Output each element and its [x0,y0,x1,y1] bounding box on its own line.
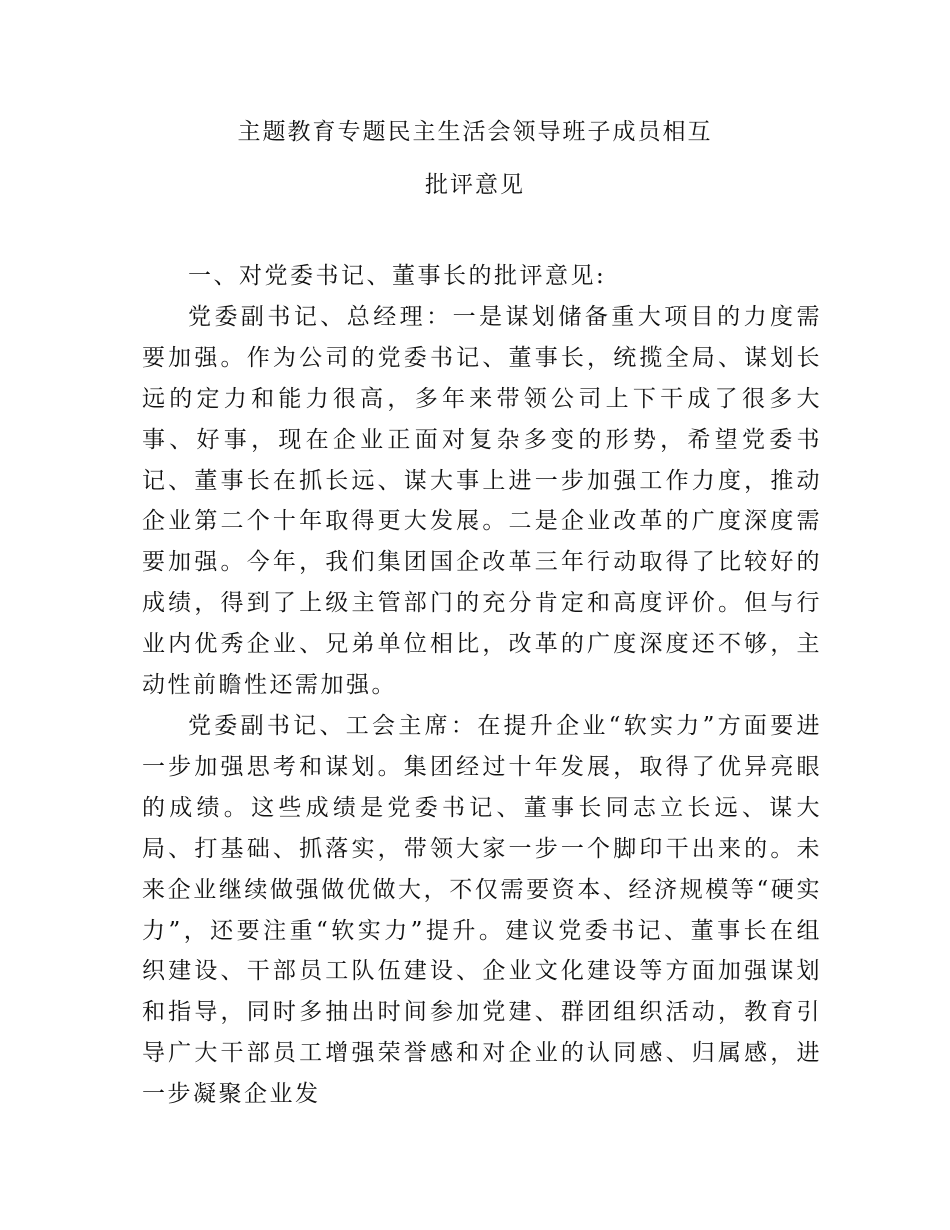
body-paragraph: 党委副书记、总经理：一是谋划储备重大项目的力度需要加强。作为公司的党委书记、董事长，统揽全局、谋划长远的定力和能力很高，多年来带领公司上下干成了很多大事、好事，现在企业正面对复杂多变的形势，希望党委书记、董事长在抓长远、谋大事上进一步加强工作力度，推动企业第二个十年取得更大发展。二是企业改革的广度深度需要加强。今年，我们集团国企改革三年行动取得了比较好的成绩，得到了上级主管部门的充分肯定和高度评价。但与行业内优秀企业、兄弟单位相比，改革的广度深度还不够，主动性前瞻性还需加强。 [142,303,822,699]
document-title-line-2: 批评意见 [425,172,525,198]
document-title-line-1: 主题教育专题民主生活会领导班子成员相互 [237,119,713,145]
document-body [142,256,822,1115]
section-heading: 一、对党委书记、董事长的批评意见: [188,263,607,289]
body-paragraph: 党委副书记、工会主席：在提升企业“软实力”方面要进一步加强思考和谋划。集团经过十年发展，取得了优异亮眼的成绩。这些成绩是党委书记、董事长同志立长远、谋大局、打基础、抓落实，带领大家一步一个脚印干出来的。未来企业继续做强做优做大，不仅需要资本、经济规模等“硬实力”，还要注重“软实力”提升。建议党委书记、董事长在组织建设、干部员工队伍建设、企业文化建设等方面加强谋划和指导，同时多抽出时间参加党建、群团组织活动，教育引导广大干部员工增强荣誉感和对企业的认同感、归属感，进一步凝聚企业发 [142,712,822,1108]
